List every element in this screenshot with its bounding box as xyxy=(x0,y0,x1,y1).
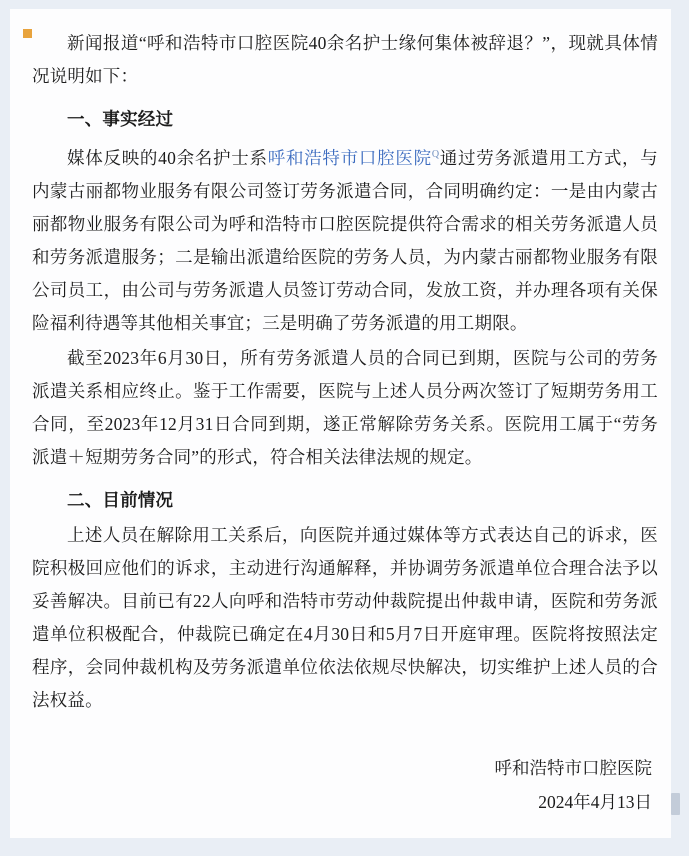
section-heading-1: 一、事实经过 xyxy=(67,109,174,129)
section-2-paragraph-1: 上述人员在解除用工关系后，向医院并通过媒体等方式表达自己的诉求，医院积极回应他们的诉求，主动进行沟通解释，并协调劳务派遣单位合理合法予以妥善解决。目前已有22人向呼和浩特市劳动仲裁院提出仲裁申请，医院和劳务派遣单位积极配合，仲裁院已确定在4月30日和5月7日开庭审理。医院将按照法定程序，会同仲裁机构及劳务派遣单位依法依规尽快解决，切实维护上述人员的合法权益。 xyxy=(32,524,658,710)
section-1-paragraph-1 xyxy=(32,138,658,340)
paragraph-lead-text: 媒体反映的40余名护士系 xyxy=(67,147,268,168)
scrollbar-track[interactable] xyxy=(671,9,680,856)
document-sheet xyxy=(10,9,680,838)
scrollbar-thumb[interactable] xyxy=(671,793,680,815)
hospital-link[interactable]: 呼和浩特市口腔医院 xyxy=(267,147,432,168)
search-icon[interactable]: Q xyxy=(431,149,440,160)
section-heading-2: 二、目前情况 xyxy=(67,489,174,510)
section-1-paragraph-2: 截至2023年6月30日，所有劳务派遣人员的合同已到期，医院与公司的劳务派遣关系相应终止。鉴于工作需要，医院与上述人员分两次签订了短期劳务用工合同，至2023年12月31日合同到期，遂正常解除劳务关系。医院用工属于“劳务派遣＋短期劳务合同”的形式，符合相关法律法规的规定。 xyxy=(32,347,658,467)
intro-paragraph: 新闻报道“呼和浩特市口腔医院40余名护士缘何集体被辞退？”，现就具体情况说明如下： xyxy=(32,33,658,86)
bullet-marker-icon xyxy=(23,29,32,38)
signature-line: 呼和浩特市口腔医院 xyxy=(494,757,652,778)
paragraph-rest-text: 通过劳务派遣用工方式，与内蒙古丽都物业服务有限公司签订劳务派遣合同，合同明确约定：一是由内蒙古丽都物业服务有限公司为呼和浩特市口腔医院提供符合需求的相关劳务派遣人员和劳务派遣服务；二是输出派遣给医院的劳务人员，为内蒙古丽都物业服务有限公司员工，由公司与劳务派遣人员签订劳动合同，发放工资，并办理各项有关保险福利待遇等其他相关事宜；三是明确了劳务派遣的用工期限。 xyxy=(32,147,658,333)
signature-date: 2024年4月13日 xyxy=(538,791,652,812)
